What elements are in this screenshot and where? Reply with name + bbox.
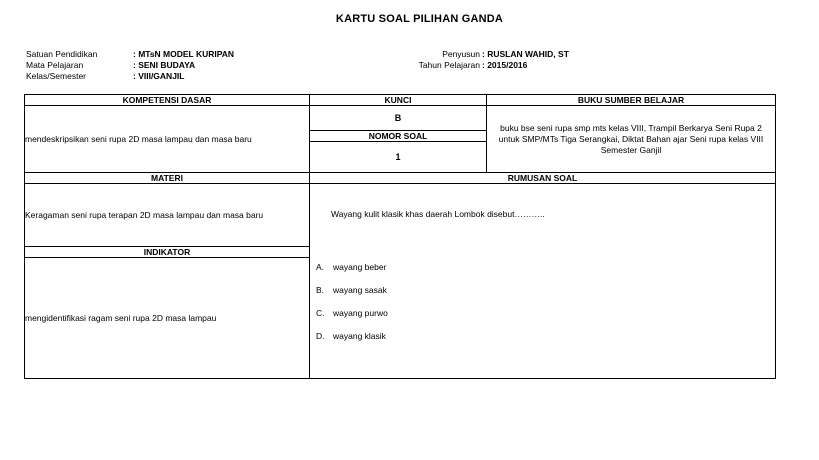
option-letter: D. [316, 331, 325, 341]
indikator-header: INDIKATOR [25, 247, 310, 258]
mapel-label: Mata Pelajaran [26, 60, 84, 70]
rumusan-cell [310, 184, 776, 379]
buku-header: BUKU SUMBER BELAJAR [487, 95, 776, 106]
option-text: wayang klasik [333, 331, 386, 341]
option-text: wayang sasak [333, 285, 387, 295]
option-c [316, 307, 775, 330]
option-letter: A. [316, 262, 325, 272]
kd-header: KOMPETENSI DASAR [25, 95, 310, 106]
materi-header: MATERI [25, 173, 310, 184]
nomor-header: NOMOR SOAL [310, 131, 487, 142]
buku-text: buku bse seni rupa smp mts kelas VIII, Trampil Berkarya Seni Rupa 2 untuk SMP/MTs Tiga Serangkai, Diktat Bahan ajar Seni rupa kelas VIII Semester Ganjil [487, 106, 776, 173]
option-text: wayang beber [333, 262, 387, 272]
tahun-label: Tahun Pelajaran [418, 60, 480, 70]
soal-card-table [24, 94, 776, 379]
indikator-text: mengidentifikasi ragam seni rupa 2D masa lampau [25, 258, 310, 379]
penyusun-value: : RUSLAN WAHID, ST [482, 49, 569, 59]
page-title: KARTU SOAL PILIHAN GANDA [335, 13, 504, 25]
satuan-value: : MTsN MODEL KURIPAN [133, 49, 235, 59]
kunci-header: KUNCI [310, 95, 487, 106]
nomor-value: 1 [310, 142, 487, 173]
materi-text: Keragaman seni rupa terapan 2D masa lampau dan masa baru [25, 184, 310, 247]
tahun-value: : 2015/2016 [482, 60, 528, 70]
satuan-label: Satuan Pendidikan [26, 49, 98, 59]
kd-text: mendeskripsikan seni rupa 2D masa lampau dan masa baru [25, 106, 310, 173]
option-letter: C. [316, 308, 325, 318]
penyusun-label: Penyusun [442, 49, 480, 59]
rumusan-header: RUMUSAN SOAL [310, 173, 776, 184]
option-b [316, 284, 775, 307]
answer-options [316, 261, 775, 353]
kunci-value: B [310, 106, 487, 131]
question-text: Wayang kulit klasik khas daerah Lombok disebut……….. [331, 209, 545, 219]
kelas-value: : VIII/GANJIL [133, 71, 185, 81]
option-d [316, 330, 775, 353]
option-letter: B. [316, 285, 325, 295]
option-a [316, 261, 775, 284]
kelas-label: Kelas/Semester [26, 71, 86, 81]
mapel-value: : SENI BUDAYA [133, 60, 196, 70]
option-text: wayang purwo [333, 308, 388, 318]
